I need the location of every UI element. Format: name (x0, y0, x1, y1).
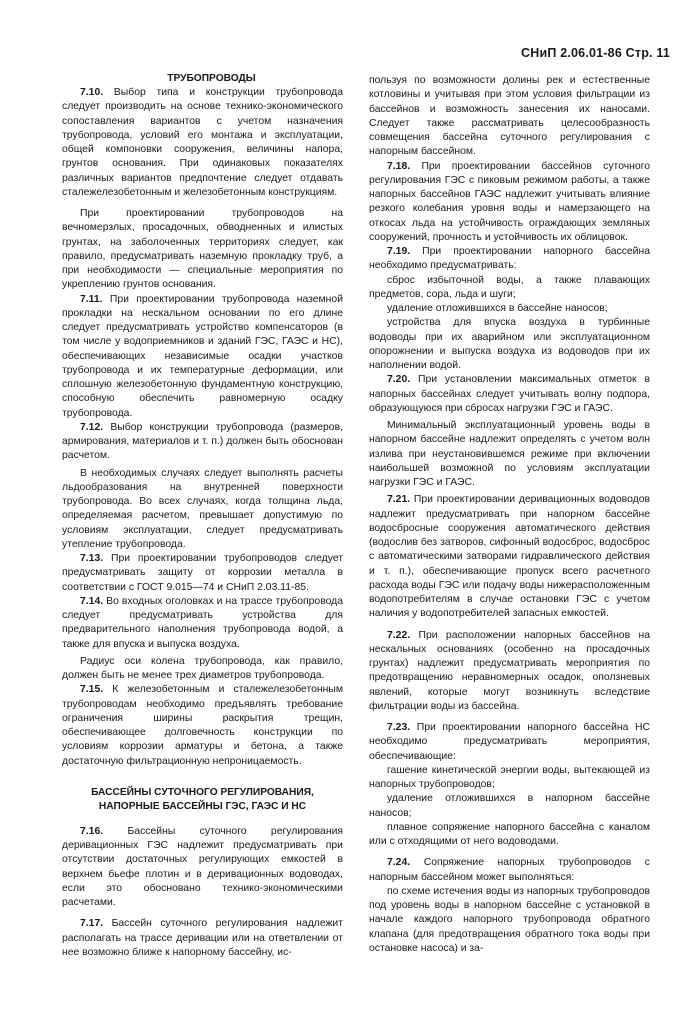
list-item: по схеме истечения воды из напорных трубопроводов под уровень воды в напорном бассейне с установкой в начале каждого напорного трубопровода обратного клапана (для предотвращения обратного тока воды при остановке насоса) и за- (369, 885, 650, 954)
list-item: удаление отложившихся в напорном бассейне наносов; (369, 793, 650, 819)
paragraph-7-16 (62, 825, 343, 911)
paragraph-7-17 (62, 917, 343, 960)
paragraph-7-20 (369, 373, 650, 416)
clause-text: Выбор типа и конструкции трубопровода следует производить на основе технико-экономического сопоставления вариантов с учетом назначения трубопровода, условий его монтажа и эксплуатации, общей компоновки сооружения, величины напора, грунтов основания. При одинаковых показателях различных вариантов предпочтение следует отдавать сталежелезобетонным и железобетонным конструкциям. (62, 87, 343, 198)
clause-number: 7.11. (80, 293, 103, 305)
paragraph-continuation: пользуя по возможности долины рек и естественные котловины и учитывая при этом условия фильтрации из бассейнов и возможность занесения их наносами. Следует также рассматривать целесообразность совмещения бассейна суточного регулирования с напорным бассейном. (369, 75, 650, 158)
clause-text: Бассейны суточного регулирования деривационных ГЭС надлежит предусматривать при отсутствии достаточных регулирующих емкостей в верхнем бьефе плотин и в деривационных водоводах, если это обосновано технико-экономическими расчетами. (62, 825, 344, 908)
clause-number: 7.16. (80, 825, 104, 837)
clause-number: 7.13. (80, 553, 104, 564)
list-item: удаление отложившихся в бассейне наносов; (387, 303, 608, 314)
clause-number: 7.23. (387, 722, 411, 733)
clause-text: При расположении напорных бассейнов на нескальных основаниях (особенно на просадочных грунтах) надлежит предусматривать мероприятия по предотвращению неравномерных осадок, оползневых явлений, которые могут возникнуть вследствие фильтрации воды из бассейна. (369, 629, 650, 712)
clause-text: При проектировании трубопроводов следует предусматривать защиту от коррозии металла в соответствии с ГОСТ 9.015—74 и СНиП 2.03.11-85. (62, 553, 344, 593)
paragraph-7-20-cont: Минимальный эксплуатационный уровень воды в напорном бассейне надлежит определять с учетом волн излива при неустановившемся режиме при включении наибольшей возможной по условиям эксплуатации нагрузки ГЭС и ГАЭС. (369, 420, 650, 488)
clause-text: Бассейн суточного регулирования надлежит располагать на трассе деривации или на ответвлении от нее возможно ближе к напорному бассейну, ис- (62, 918, 343, 958)
clause-number: 7.22. (387, 629, 411, 641)
clause-text: К железобетонным и сталежелезобетонным трубопроводам необходимо предъявлять требование ограничения ширины раскрытия трещин, обеспечивающее долговечность конструкции по условиям коррозии арматуры и бетона, а также достаточную фильтрационную непроницаемость. (62, 684, 344, 767)
paragraph-7-14-cont: Радиус оси колена трубопровода, как правило, должен быть не менее трех диаметров трубопровода. (62, 655, 343, 681)
clause-number: 7.20. (387, 374, 411, 386)
list-item: плавное сопряжение напорного бассейна с каналом или с отходящими от него водоводами. (369, 821, 650, 847)
running-header: СНиП 2.06.01-86 Стр. 11 (521, 46, 670, 60)
clause-text: При проектировании трубопровода наземной прокладки на нескальном основании по его длине следует предусматривать устройство компенсаторов (в том числе у водоприемников и зданий ГЭС, ГАЭС и НС), обеспечивающих независимые осадки участков трубопровода и их температурные деформации, или сплошную железобетонную фундаментную конструкцию, способную обеспечить равномерную осадку трубопровода. (62, 293, 343, 419)
clause-text: Выбор конструкции трубопровода (размеров, армирования, материалов и т. п.) должен быть обоснован расчетом. (62, 421, 343, 462)
clause-text: Во входных оголовках и на трассе трубопровода следует предусматривать устройства для предварительного наполнения трубопровода водой, а также для впуска и выпуска воздуха. (62, 595, 343, 650)
clause-number: 7.15. (80, 684, 104, 696)
section-title-pipelines: ТРУБОПРОВОДЫ (167, 73, 256, 84)
list-item: гашение кинетической энергии воды, вытекающей из напорных трубопроводов; (369, 764, 650, 790)
clause-text: При проектировании деривационных водоводов надлежит предусматривать при напорном бассейне водосбросные сооружения автоматического действия (водослив без затворов, сифонный водосброс, водосброс с автоматическими затворами гидравлического действия и т. п.), обеспечивающие пропуск всего расчетного расхода воды ГЭС или подачу воды нижерасположенным водопотребителям в случае остановки ГЭС с учетом наличия у водопотребителей запасных емкостей. (369, 494, 650, 620)
clause-number: 7.14. (80, 595, 104, 607)
paragraph-7-12 (62, 421, 343, 464)
clause-number: 7.18. (387, 160, 411, 172)
paragraph-7-21 (369, 493, 650, 621)
paragraph-7-19 (369, 245, 650, 274)
paragraph-7-10-cont: При проектировании трубопроводов на вечномерзлых, просадочных, обводненных и илистых грунтах, на заболоченных территориях следует, как правило, предусматривать наземную прокладку труб, а при необходимости — специальные мероприятия по укреплению грунтов основания. (62, 208, 343, 291)
paragraph-7-10 (62, 86, 343, 200)
clause-text: При проектировании напорного бассейна необходимо предусматривать: (369, 246, 651, 272)
clause-number: 7.12. (80, 421, 104, 433)
clause-number: 7.17. (80, 918, 104, 930)
paragraph-7-15 (62, 683, 343, 769)
section-title-line: БАССЕЙНЫ СУТОЧНОГО РЕГУЛИРОВАНИЯ, (91, 786, 314, 798)
clause-number: 7.24. (387, 857, 411, 869)
left-column (62, 72, 343, 960)
paragraph-7-12-cont: В необходимых случаях следует выполнять расчеты льдообразования на внутренней поверхности трубопровода. Во всех случаях, когда толщина льда, определяемая расчетом, превышает допустимую по условиям эксплуатации, следует предусматривать утепление трубопровода. (62, 467, 343, 550)
list-item: устройства для впуска воздуха в турбинные водоводы при их аварийном или эксплуатационном опорожнении и выпуска воздуха из водоводов при их наполнении водой. (369, 317, 650, 371)
section-title-line: НАПОРНЫЕ БАССЕЙНЫ ГЭС, ГАЭС И НС (98, 800, 307, 812)
paragraph-7-23 (369, 721, 650, 764)
right-column (369, 74, 650, 956)
clause-number: 7.19. (387, 246, 411, 257)
clause-number: 7.10. (80, 87, 104, 98)
paragraph-7-14 (62, 595, 343, 652)
paragraph-7-11 (62, 293, 343, 421)
paragraph-7-24 (369, 856, 650, 885)
clause-number: 7.21. (387, 494, 411, 506)
clause-text: Сопряжение напорных трубопроводов с напорным бассейном может выполняться: (369, 857, 650, 883)
clause-text: При установлении максимальных отметок в напорных бассейнах следует учитывать волну подпора, образующуюся при сбросах нагрузки ГЭС и ГАЭС. (369, 374, 650, 414)
clause-text: При проектировании бассейнов суточного регулирования ГЭС с пиковым режимом работы, а также напорных бассейнов ГАЭС надлежит учитывать влияние резкого колебания уровня воды и намерзающего на откосах льда на устойчивость ограждающих земляных сооружений, прочность и устойчивость их облицовок. (369, 160, 651, 243)
list-item: сброс избыточной воды, а также плавающих предметов, сора, льда и шуги; (369, 274, 650, 300)
section-title-basins (62, 786, 343, 814)
paragraph-7-13 (62, 552, 343, 595)
clause-text: При проектировании напорного бассейна НС необходимо предусматривать мероприятия, обеспечивающие: (369, 722, 651, 762)
paragraph-7-18 (369, 160, 650, 246)
paragraph-7-22 (369, 629, 650, 715)
